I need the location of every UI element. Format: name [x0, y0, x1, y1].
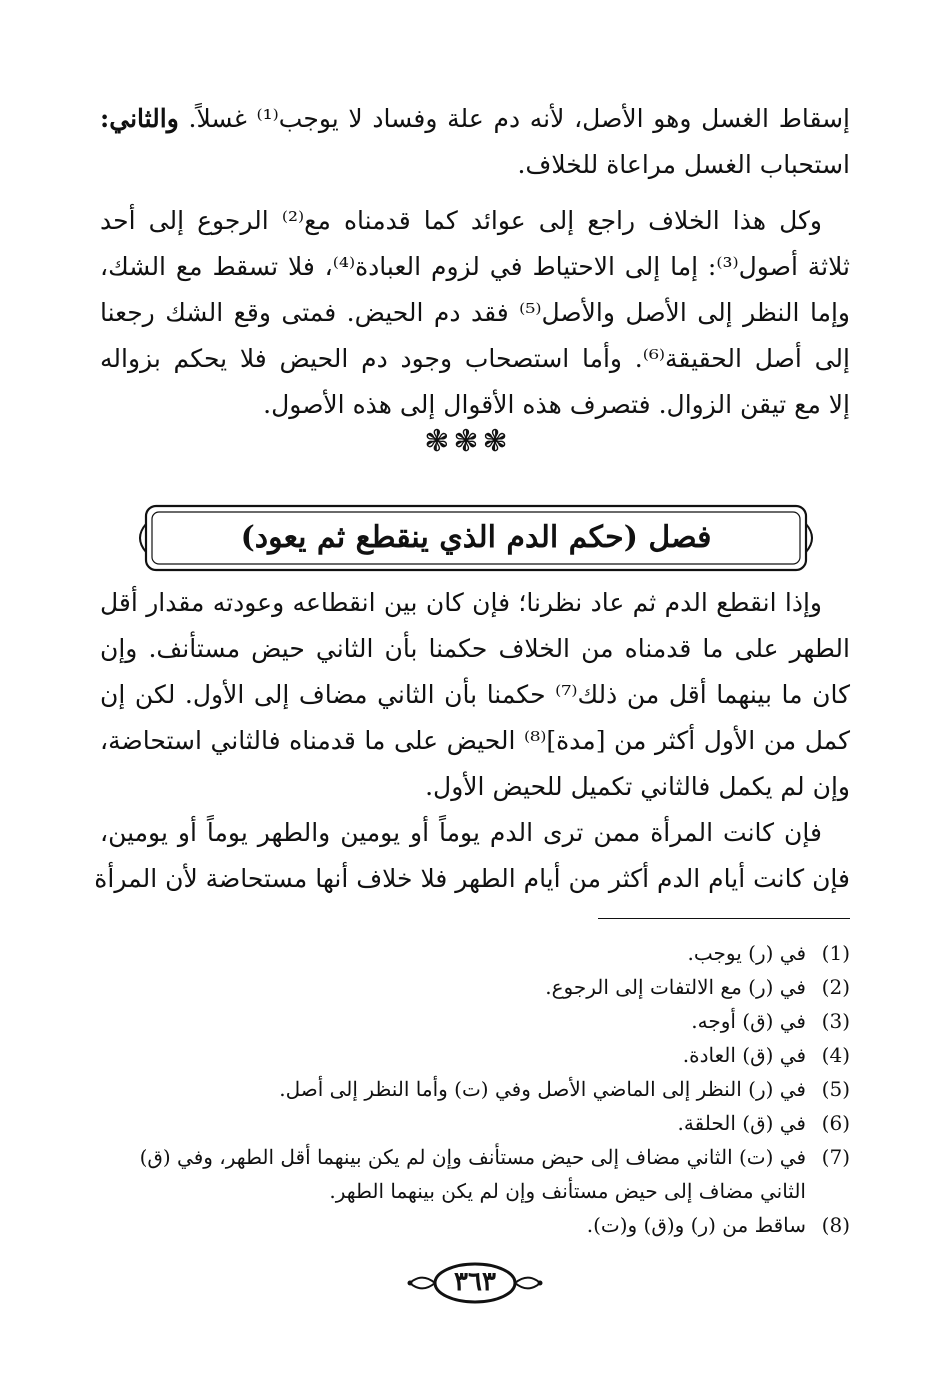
footnote-item [100, 1140, 850, 1208]
footnote-text: في (ق) العادة. [682, 1043, 806, 1067]
footnote-text-line: في (ت) الثاني مضاف إلى حيض مستأنف وإن لم يكن بينهما أقل الطهر، وفي (ق) [139, 1145, 806, 1169]
footnote-text: ساقط من (ر) و(ق) و(ت). [586, 1213, 806, 1237]
text-line: الطهر على ما قدمناه من الخلاف حكمنا بأن الثاني حيض مستأنف. وإن [100, 634, 850, 663]
text-line-content: فإن كانت المرأة ممن ترى الدم يوماً أو يومين والطهر يوماً أو يومين، [100, 818, 822, 847]
footnote-number: (4) [821, 1043, 850, 1067]
paragraph-2 [100, 198, 850, 428]
paragraph-1 [100, 96, 850, 188]
footnote-text: في (ر) النظر إلى الماضي الأصل وفي (ت) وأما النظر إلى أصل. [279, 1077, 806, 1101]
text-line: إلى أصل الحقيقة⁽⁶⁾. وأما استصحاب وجود دم الحيض فلا يحكم بزواله [100, 344, 850, 373]
text-line: ثلاثة أصول⁽³⁾: إما إلى الاحتياط في لزوم العبادة⁽⁴⁾، فلا تسقط مع الشك، [100, 252, 850, 281]
footnote-number: (3) [821, 1009, 850, 1033]
footnote-text [100, 1140, 806, 1208]
footnote-text: في (ر) يوجب. [687, 941, 806, 965]
footnote-item [100, 970, 850, 1004]
footnote-number: (6) [821, 1111, 850, 1135]
text-line [100, 96, 850, 142]
footnote-number: (2) [821, 975, 850, 999]
text-line: فإن كانت أيام الدم أكثر من أيام الطهر فلا خلاف أنها مستحاضة لأن المرأة [94, 864, 850, 893]
footnote-divider [598, 918, 850, 919]
footnote-item [100, 1208, 850, 1242]
footnote-item [100, 1072, 850, 1106]
paragraph-3 [100, 580, 850, 810]
footnote-number: (8) [821, 1213, 850, 1237]
footnote-number: (5) [821, 1077, 850, 1101]
text-line: وإن لم يكمل فالثاني تكميل للحيض الأول. [425, 772, 850, 801]
text-line: وإما النظر إلى الأصل والأصل⁽⁵⁾ فقد دم الحيض. فمتى وقع الشك رجعنا [100, 298, 850, 327]
footnote-text: في (ق) الحلقة. [677, 1111, 806, 1135]
paragraph-4 [94, 810, 850, 902]
text-line [100, 810, 850, 856]
footnote-item [100, 1106, 850, 1140]
text-line [100, 580, 850, 626]
section-separator: ❃❃❃ [424, 424, 512, 459]
footnote-text: في (ق) أوجه. [691, 1009, 806, 1033]
text-line: استحباب الغسل مراعاة للخلاف. [517, 150, 850, 179]
text-line: كان ما بينهما أقل من ذلك⁽⁷⁾ حكمنا بأن الثاني مضاف إلى الأول. لكن إن [100, 680, 850, 709]
page-number-ornament [400, 1258, 550, 1308]
section-title-frame [132, 502, 820, 574]
footnote-text: في (ر) مع الالتفات إلى الرجوع. [545, 975, 806, 999]
footnote-number: (7) [821, 1145, 850, 1169]
section-title: فصل (حكم الدم الذي ينقطع ثم يعود) [240, 520, 712, 555]
text-line-content: وإذا انقطع الدم ثم عاد نظرنا؛ فإن كان بين انقطاعه وعودته مقدار أقل [100, 588, 822, 617]
footnote-number: (1) [821, 941, 850, 965]
footnotes [100, 936, 850, 1242]
text-line [100, 198, 850, 244]
footnote-item [100, 1004, 850, 1038]
text-line: إلا مع تيقن الزوال. فتصرف هذه الأقوال إلى هذه الأصول. [263, 390, 850, 419]
text-line-content: إسقاط الغسل وهو الأصل، لأنه دم علة وفساد لا يوجب⁽¹⁾ غسلاً. [188, 104, 850, 133]
text-line: كمل من الأول أكثر من [مدة]⁽⁸⁾ الحيض على ما قدمناه فالثاني استحاضة، [100, 726, 850, 755]
footnote-text-line: الثاني مضاف إلى حيض مستأنف وإن لم يكن بينهما الطهر. [329, 1179, 806, 1203]
text-line-content: وكل هذا الخلاف راجع إلى عوائد كما قدمناه مع⁽²⁾ الرجوع إلى أحد [100, 206, 823, 235]
footnote-item [100, 1038, 850, 1072]
bold-heading-word: والثاني: [100, 104, 179, 133]
footnote-item [100, 936, 850, 970]
page-number: ٣٦٣ [454, 1267, 496, 1297]
